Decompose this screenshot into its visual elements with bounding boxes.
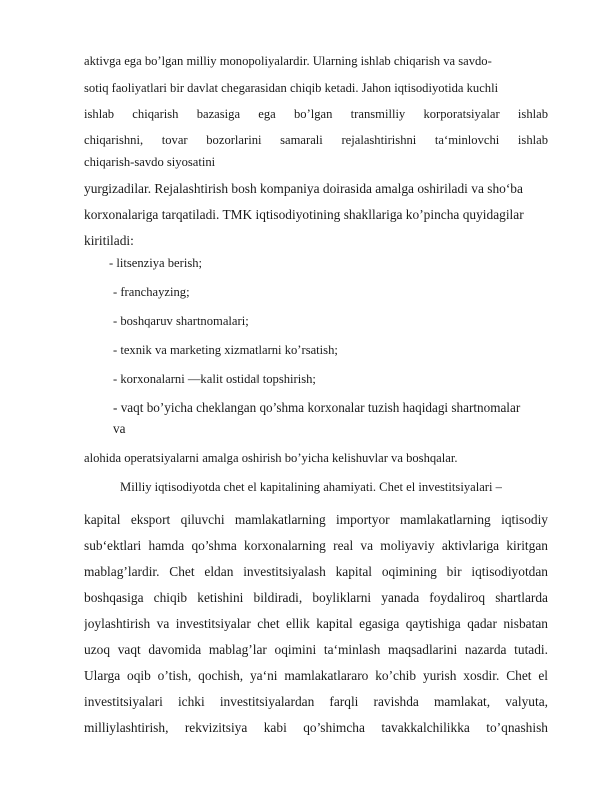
text-line: investitsiyalari ichki investitsiyalardan farqli ravishda mamlakat, valyuta, xyxy=(84,694,548,709)
text-line: ishlab chiqarish bazasiga ega bo’lgan transmilliy korporatsiyalar ishlab xyxy=(84,107,548,121)
text-line: korxonalariga tarqatiladi. TMK iqtisodiyotining shakllariga ko’pincha quyidagilar xyxy=(84,207,524,222)
text-line: aktivga ega bo’lgan milliy monopoliyalardir. Ularning ishlab chiqarish va savdo- xyxy=(84,54,492,68)
list-item: - texnik va marketing xizmatlarni ko’rsatish; xyxy=(113,343,338,357)
list-item: - korxonalarni ―kalit ostida‖ topshirish; xyxy=(113,372,316,386)
text-line: kiritiladi: xyxy=(84,233,134,248)
text-line: sotiq faoliyatlari bir davlat chegarasidan chiqib ketadi. Jahon iqtisodiyotida kuchli xyxy=(84,81,499,95)
list-item: - franchayzing; xyxy=(113,285,190,299)
text-line: milliylashtirish, rekvizitsiya kabi qo’shimcha tavakkalchilikka to’qnashish xyxy=(84,720,548,735)
text-line: chiqarish-savdo siyosatini xyxy=(84,155,216,169)
text-line: Ularga oqib o’tish, qochish, ya‘ni mamlakatlararo ko’chib yurish xosdir. Chet el xyxy=(84,668,548,683)
text-line: sub‘ektlari hamda qo’shma korxonalarning real va moliyaviy aktivlariga kiritgan xyxy=(84,538,548,553)
list-item: - litsenziya berish; xyxy=(109,256,203,270)
text-line: chiqarishni, tovar bozorlarini samarali rejalashtirishni ta‘minlovchi ishlab xyxy=(84,133,548,147)
text-line: kapital eksport qiluvchi mamlakatlarning importyor mamlakatlarning iqtisodiy xyxy=(84,512,548,527)
list-item-continuation: va xyxy=(113,421,126,436)
list-item: - vaqt bo’yicha cheklangan qo’shma korxonalar tuzish haqidagi shartnomalar xyxy=(113,400,521,415)
text-line: boshqasiga chiqib ketishini bildiradi, boyliklarni yanada foydaliroq shartlarda xyxy=(84,590,548,605)
text-line: alohida operatsiyalarni amalga oshirish bo’yicha kelishuvlar va boshqalar. xyxy=(84,451,458,465)
section-heading-line: Milliy iqtisodiyotda chet el kapitalining ahamiyati. Chet el investitsiyalari – xyxy=(120,480,502,494)
list-item: - boshqaruv shartnomalari; xyxy=(113,314,249,328)
text-line: joylashtirish va investitsiyalar chet ellik kapital egasiga qaytishiga qadar nisbatan xyxy=(84,616,548,631)
text-line: mablag’lardir. Chet eldan investitsiyalash kapital oqimining bir iqtisodiyotdan xyxy=(84,564,548,579)
text-line: yurgizadilar. Rejalashtirish bosh kompaniya doirasida amalga oshiriladi va sho‘ba xyxy=(84,181,523,196)
text-line: uzoq vaqt davomida mablag’lar oqimini ta‘minlash maqsadlarini nazarda tutadi. xyxy=(84,642,548,657)
